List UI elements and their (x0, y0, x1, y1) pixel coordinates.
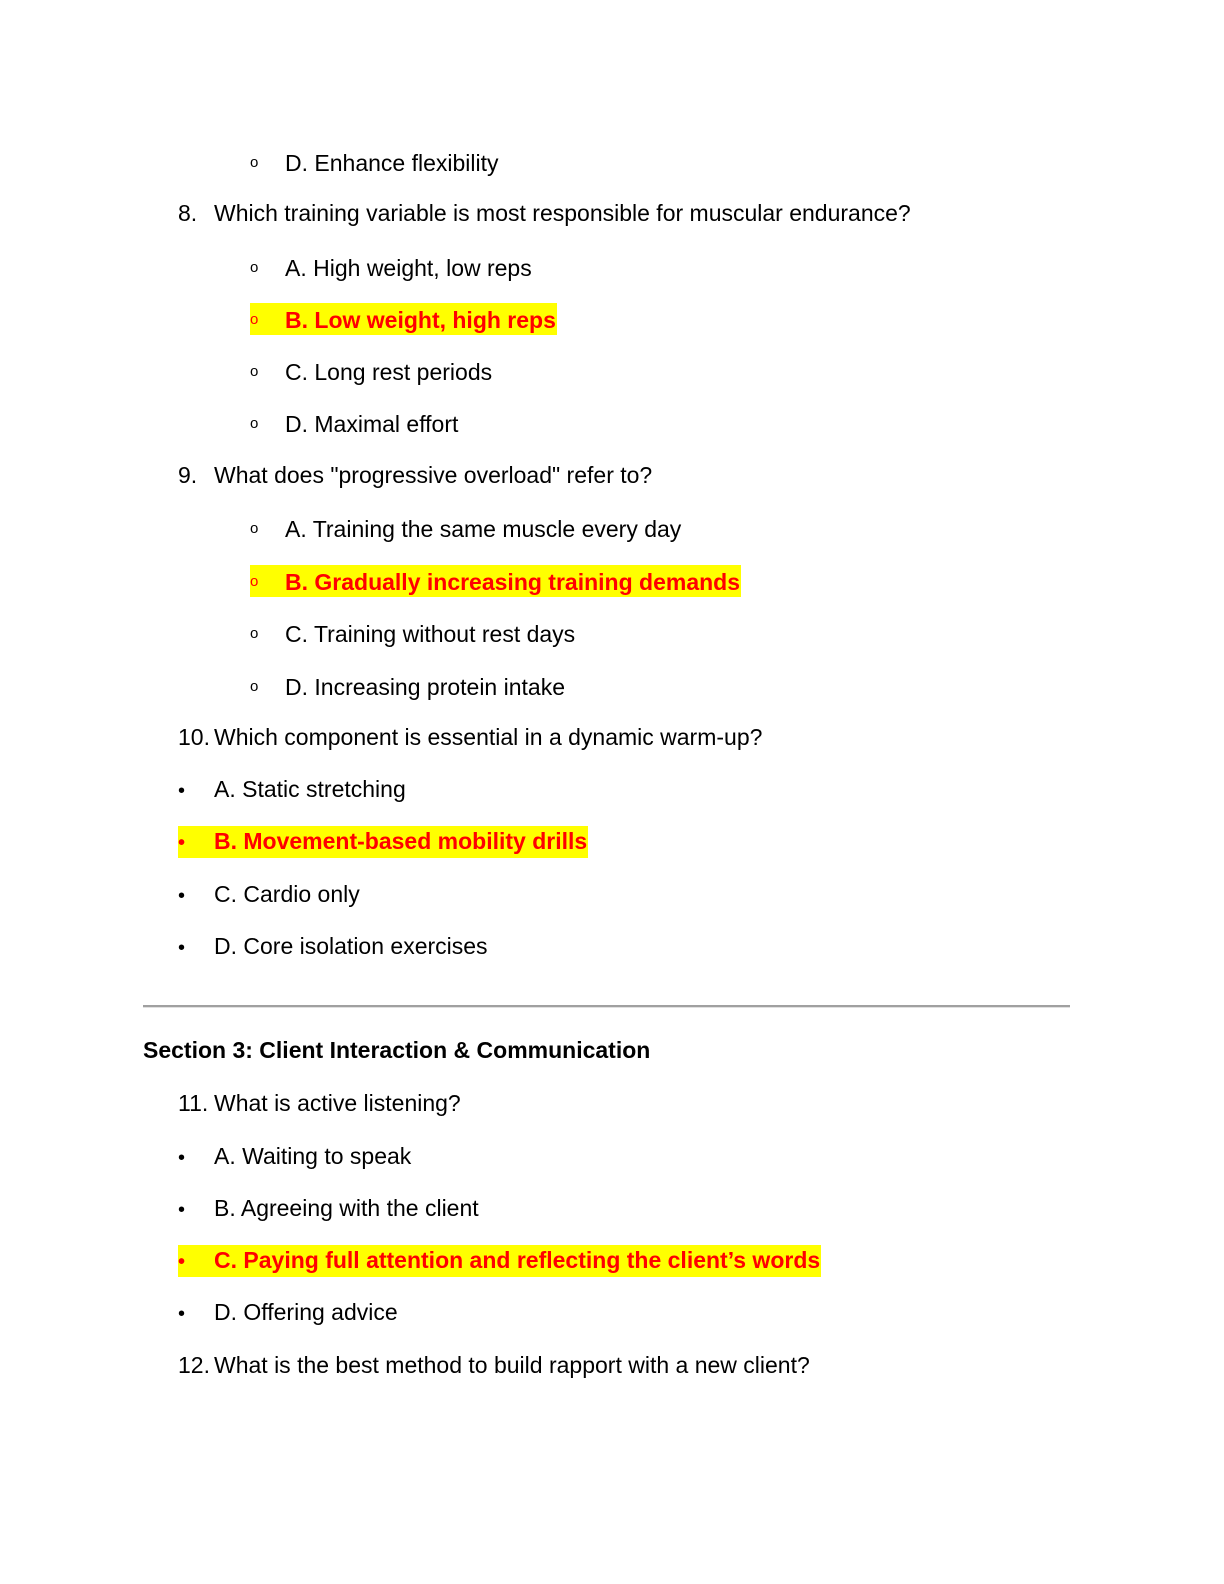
section-divider (143, 1005, 1070, 1007)
solid-bullet-icon: • (178, 1199, 186, 1221)
option-q11-c-correct (178, 1245, 821, 1277)
option-text: D. Maximal effort (285, 410, 459, 437)
option-text: B. Low weight, high reps (285, 306, 556, 333)
option-q9-b-correct (250, 565, 741, 597)
question-text: What is active listening? (214, 1090, 461, 1116)
option-text: A. Training the same muscle every day (285, 515, 682, 542)
option-q8-d (250, 407, 458, 439)
option-text: A. High weight, low reps (285, 254, 532, 281)
hollow-bullet-icon: o (250, 258, 259, 276)
hollow-bullet-icon: o (250, 310, 259, 328)
question-number: 9. (178, 462, 198, 488)
question-9 (178, 460, 652, 490)
option-text: C. Cardio only (214, 881, 360, 907)
section-3-heading: Section 3: Client Interaction & Communication (143, 1037, 651, 1063)
question-text: Which training variable is most responsible for muscular endurance? (214, 200, 911, 226)
option-text: C. Long rest periods (285, 358, 493, 385)
question-12 (178, 1350, 810, 1380)
option-text: B. Gradually increasing training demands (285, 568, 741, 595)
solid-bullet-icon: • (178, 1251, 186, 1273)
question-text: What does "progressive overload" refer to? (214, 462, 653, 488)
option-text: B. Movement-based mobility drills (214, 828, 588, 854)
option-q9-a (250, 512, 681, 544)
option-q7-d (250, 146, 499, 178)
hollow-bullet-icon: o (250, 519, 259, 537)
option-text: A. Static stretching (214, 776, 406, 802)
question-number: 10. (178, 724, 210, 750)
option-text: B. Agreeing with the client (214, 1195, 479, 1221)
option-q11-d (178, 1297, 398, 1329)
solid-bullet-icon: • (178, 780, 186, 802)
solid-bullet-icon: • (178, 1147, 186, 1169)
question-text: Which component is essential in a dynamic warm-up? (214, 724, 763, 750)
solid-bullet-icon: • (178, 832, 186, 854)
option-text: A. Waiting to speak (214, 1143, 412, 1169)
option-q11-a (178, 1141, 411, 1173)
option-q10-c (178, 879, 360, 911)
option-q11-b (178, 1193, 479, 1225)
hollow-bullet-icon: o (250, 624, 259, 642)
hollow-bullet-icon: o (250, 572, 259, 590)
question-11 (178, 1088, 461, 1118)
question-10 (178, 722, 762, 752)
hollow-bullet-icon: o (250, 362, 259, 380)
option-q8-c (250, 355, 492, 387)
option-text: C. Training without rest days (285, 620, 576, 647)
question-8 (178, 198, 911, 228)
solid-bullet-icon: • (178, 1303, 186, 1325)
solid-bullet-icon: • (178, 937, 186, 959)
question-number: 8. (178, 200, 198, 226)
option-q9-d (250, 670, 565, 702)
question-number: 12. (178, 1352, 210, 1378)
option-text: D. Offering advice (214, 1299, 398, 1325)
option-text: D. Enhance flexibility (285, 149, 499, 176)
question-number: 11. (178, 1090, 209, 1116)
option-text: D. Core isolation exercises (214, 933, 488, 959)
option-q8-a (250, 251, 532, 283)
option-q8-b-correct (250, 303, 557, 335)
hollow-bullet-icon: o (250, 677, 259, 695)
solid-bullet-icon: • (178, 885, 186, 907)
option-q10-d (178, 931, 488, 963)
hollow-bullet-icon: o (250, 414, 259, 432)
option-text: C. Paying full attention and reflecting the client’s words (214, 1247, 821, 1273)
question-text: What is the best method to build rapport with a new client? (214, 1352, 810, 1378)
option-q9-c (250, 617, 575, 649)
hollow-bullet-icon: o (250, 153, 259, 171)
option-q10-b-correct (178, 826, 588, 858)
option-q10-a (178, 774, 406, 806)
option-text: D. Increasing protein intake (285, 673, 565, 700)
